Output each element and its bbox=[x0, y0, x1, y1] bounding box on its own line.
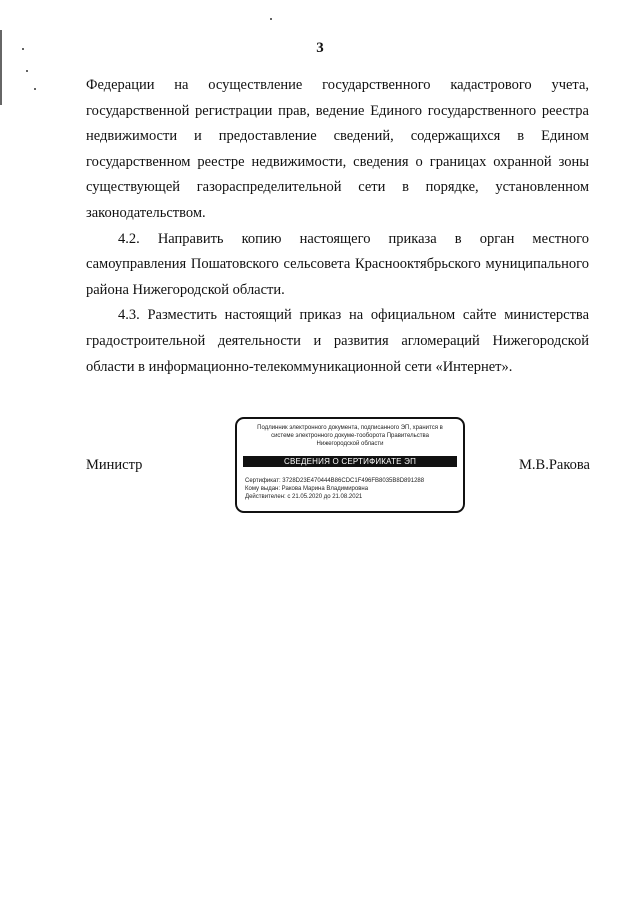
electronic-signature-stamp bbox=[235, 417, 465, 513]
paragraph: 4.3. Разместить настоящий приказ на официальном сайте министерства градостроительной деятельности и развития агломераций Нижегородской области в информационно-телекоммуникационной сети «Интернет». bbox=[86, 307, 589, 375]
scan-speck bbox=[34, 88, 36, 90]
stamp-details bbox=[245, 477, 463, 501]
document-body bbox=[86, 73, 589, 380]
page-number: 3 bbox=[316, 40, 324, 56]
stamp-issued-to: Кому выдан: Ракова Марина Владимировна bbox=[245, 486, 369, 492]
paragraph: Федерации на осуществление государственного кадастрового учета, государственной регистрации прав, ведение Единого государственного реестра недвижимости и предоставление сведений, содержащихся в Едином государственном реестре недвижимости, сведения о границах охранной зоны существующей газораспределительной сети в порядке, установленном законодательством. bbox=[86, 77, 589, 221]
stamp-title: СВЕДЕНИЯ О СЕРТИФИКАТЕ ЭП bbox=[243, 456, 457, 467]
stamp-validity: Действителен: с 21.05.2020 до 21.08.2021 bbox=[245, 494, 363, 500]
signatory-name: М.В.Ракова bbox=[519, 457, 590, 473]
paragraph: 4.2. Направить копию настоящего приказа в орган местного самоуправления Пошатовского сельсовета Краснооктябрьского муниципального района Нижегородской области. bbox=[86, 230, 589, 298]
signatory-position: Министр bbox=[86, 457, 143, 473]
scan-speck bbox=[26, 70, 28, 72]
scan-speck bbox=[270, 18, 272, 20]
stamp-certificate: Сертификат: 3728D23E470444B86CDC1F496FB8035B8D891288 bbox=[245, 478, 425, 484]
stamp-header: Подлинник электронного документа, подписанного ЭП, хранится в системе электронного докуме-тооборота Правительства Нижегородской области bbox=[257, 425, 443, 447]
